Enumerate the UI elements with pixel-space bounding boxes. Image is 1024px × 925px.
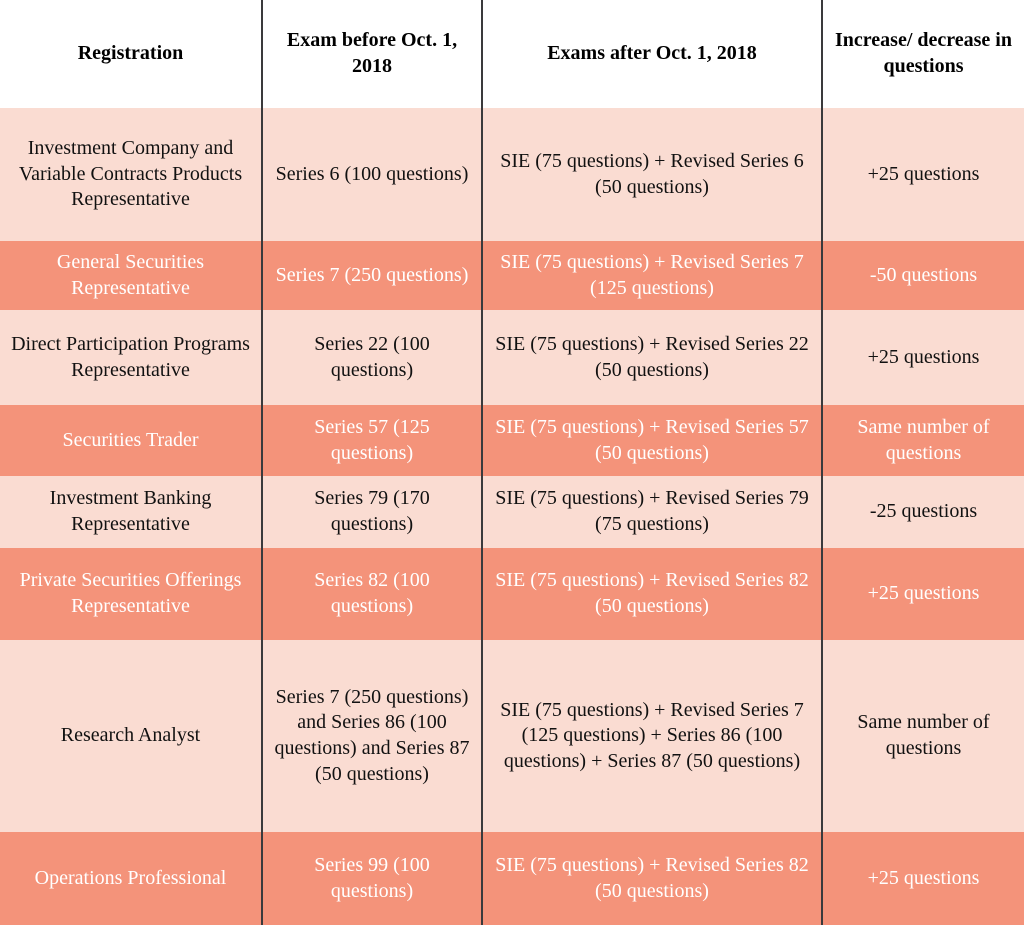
cell-registration: Investment Banking Representative	[0, 476, 262, 548]
table-row	[0, 476, 1024, 548]
cell-change: +25 questions	[822, 108, 1024, 241]
cell-exams-after: SIE (75 questions) + Revised Series 82 (50 questions)	[482, 548, 822, 640]
cell-change: -50 questions	[822, 241, 1024, 310]
cell-exams-after: SIE (75 questions) + Revised Series 82 (50 questions)	[482, 832, 822, 925]
cell-exam-before: Series 99 (100 questions)	[262, 832, 482, 925]
cell-exams-after: SIE (75 questions) + Revised Series 22 (50 questions)	[482, 310, 822, 405]
cell-exam-before: Series 79 (170 questions)	[262, 476, 482, 548]
table-header	[0, 0, 1024, 108]
cell-exams-after: SIE (75 questions) + Revised Series 7 (125 questions)	[482, 241, 822, 310]
cell-exams-after: SIE (75 questions) + Revised Series 79 (75 questions)	[482, 476, 822, 548]
cell-registration: General Securities Representative	[0, 241, 262, 310]
cell-change: +25 questions	[822, 548, 1024, 640]
cell-exams-after: SIE (75 questions) + Revised Series 57 (50 questions)	[482, 405, 822, 476]
table-row	[0, 310, 1024, 405]
table-body	[0, 108, 1024, 925]
table-row	[0, 548, 1024, 640]
cell-exam-before: Series 7 (250 questions)	[262, 241, 482, 310]
header-row	[0, 0, 1024, 108]
cell-registration: Securities Trader	[0, 405, 262, 476]
cell-change: -25 questions	[822, 476, 1024, 548]
column-header-registration: Registration	[0, 0, 262, 108]
table-row	[0, 108, 1024, 241]
cell-exam-before: Series 57 (125 questions)	[262, 405, 482, 476]
cell-registration: Investment Company and Variable Contracts Products Representative	[0, 108, 262, 241]
cell-exam-before: Series 82 (100 questions)	[262, 548, 482, 640]
cell-registration: Research Analyst	[0, 640, 262, 832]
table-row	[0, 640, 1024, 832]
cell-exams-after: SIE (75 questions) + Revised Series 6 (50 questions)	[482, 108, 822, 241]
table-row	[0, 832, 1024, 925]
cell-exam-before: Series 7 (250 questions) and Series 86 (100 questions) and Series 87 (50 questions)	[262, 640, 482, 832]
cell-exam-before: Series 6 (100 questions)	[262, 108, 482, 241]
cell-exams-after: SIE (75 questions) + Revised Series 7 (125 questions) + Series 86 (100 questions) + Series 87 (50 questions)	[482, 640, 822, 832]
cell-exam-before: Series 22 (100 questions)	[262, 310, 482, 405]
table-row	[0, 405, 1024, 476]
column-header-change: Increase/ decrease in questions	[822, 0, 1024, 108]
cell-change: Same number of questions	[822, 405, 1024, 476]
cell-registration: Direct Participation Programs Representative	[0, 310, 262, 405]
cell-change: +25 questions	[822, 832, 1024, 925]
table-row	[0, 241, 1024, 310]
cell-change: +25 questions	[822, 310, 1024, 405]
cell-registration: Private Securities Offerings Representative	[0, 548, 262, 640]
column-header-exams-after: Exams after Oct. 1, 2018	[482, 0, 822, 108]
column-header-exam-before: Exam before Oct. 1, 2018	[262, 0, 482, 108]
cell-registration: Operations Professional	[0, 832, 262, 925]
cell-change: Same number of questions	[822, 640, 1024, 832]
